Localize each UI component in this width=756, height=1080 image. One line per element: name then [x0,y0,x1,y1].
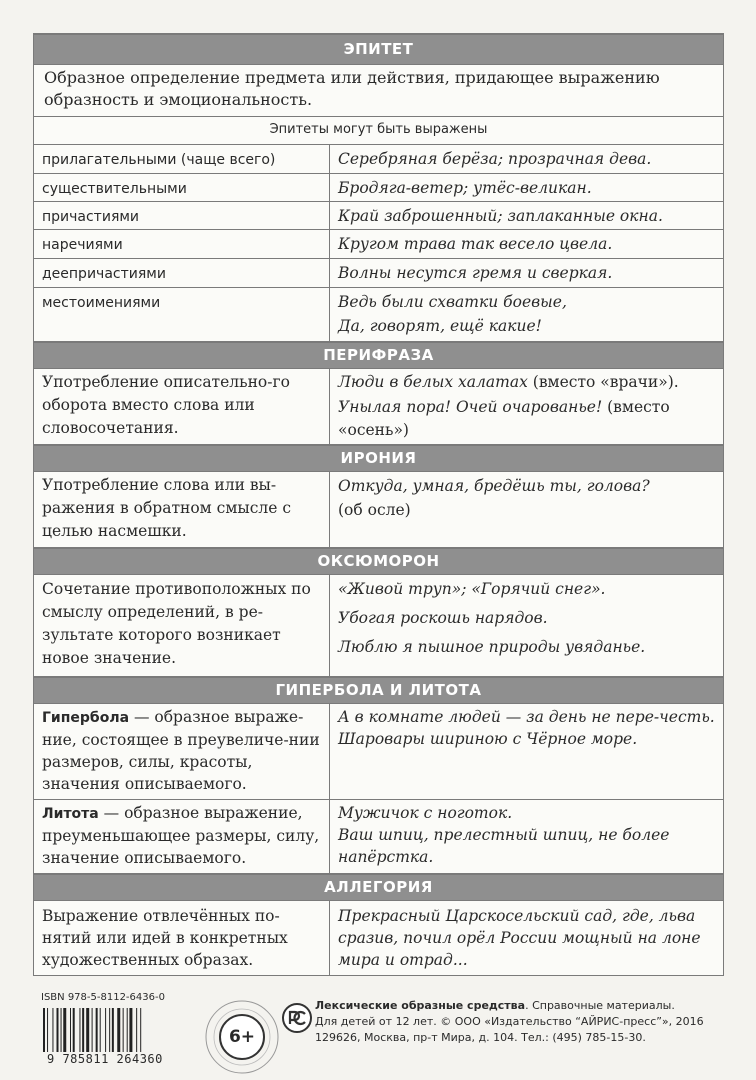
reference-sheet [33,33,724,976]
example-line: Убогая роскошь нарядов. [338,609,548,627]
epithet-type: местоимениями [34,288,330,341]
litotes-term: Литота [42,806,99,822]
epithet-example: Серебряная берёза; прозрачная дева. [338,150,652,168]
oxymoron-definition: Сочетание противоположных по смыслу определений, в ре-зультате которого возникает новое значение. [34,575,330,676]
epithet-type: деепричастиями [34,259,330,287]
table-row [34,472,723,548]
section-header-hyperbole-litotes: ГИПЕРБОЛА И ЛИТОТА [34,677,723,704]
barcode-number: 9 785811 264360 [47,1052,163,1066]
publication-subtitle: . Справочные материалы. [525,999,675,1012]
litotes-description: — образное выражение, преуменьшающее размеры, силу, значение описываемого. [42,804,320,867]
example-line: Ваш шпиц, прелестный шпиц, не более напёрстка. [338,826,670,866]
publisher-line: Для детей от 12 лет. © ООО «Издательство “АЙРИС-пресс”», 2016 [315,1015,704,1028]
allegory-definition: Выражение отвлечённых по-нятий или идей в конкретных художественных образах. [34,901,330,975]
example-line: А в комнате людей — за день не пере-честь. [338,708,715,726]
section-header-epithet: ЭПИТЕТ [34,34,723,65]
litotes-examples [330,800,723,873]
oxymoron-examples [330,575,723,676]
hyperbole-term: Гипербола [42,710,130,726]
epithet-example: Бродяга-ветер; утёс-великан. [338,179,592,197]
epithet-definition: Образное определение предмета или действия, придающее выражению образность и эмоциональность. [34,65,723,117]
example-text: Люди в белых халатах [338,373,528,391]
hyperbole-description: — образное выраже-ние, состоящее в преувеличе-нии размеров, силы, красоты, значения описываемого. [42,708,320,793]
example-line: Мужичок с ноготок. [338,804,513,822]
example-line: Ведь были схватки боевые, [338,293,567,311]
example-text: Откуда, умная, бредёшь ты, голова? [338,477,650,495]
example-text: Унылая пора! Очей очарованье! [338,398,603,416]
table-row [34,901,723,975]
publisher-address: 129626, Москва, пр-т Мира, д. 104. Тел.: (495) 785-15-30. [315,1031,646,1044]
table-row [34,369,723,445]
epithet-type: причастиями [34,202,330,229]
epithet-subheader: Эпитеты могут быть выражены [34,117,723,145]
epithet-type: наречиями [34,230,330,258]
epithet-type: прилагательными (чаще всего) [34,145,330,173]
table-row [34,230,723,259]
hyperbole-definition [34,704,330,799]
periphrasis-examples [330,369,723,444]
periphrasis-definition: Употребление описательно-го оборота вместо слова или словосочетания. [34,369,330,444]
section-header-allegory: АЛЛЕГОРИЯ [34,874,723,901]
age-rating-badge: 6+ [219,1014,265,1060]
epithet-example: Кругом трава так весело цвела. [338,235,613,253]
litotes-definition [34,800,330,873]
isbn: ISBN 978-5-8112-6436-0 [41,992,165,1003]
irony-definition: Употребление слова или вы-ражения в обратном смысле с целью насмешки. [34,472,330,547]
epithet-type: существительными [34,174,330,201]
example-line: Шаровары шириною с Чёрное море. [338,730,638,748]
epithet-example: Волны несутся гремя и сверкая. [338,264,613,282]
example-line: «Живой труп»; «Горячий снег». [338,580,606,598]
epithet-example: Край заброшенный; заплаканные окна. [338,207,663,225]
table-row [34,288,723,342]
table-row [34,704,723,800]
table-row [34,145,723,174]
footer [33,990,722,1070]
publication-title: Лексические образные средства [315,999,526,1012]
certification-mark-icon [281,1002,313,1034]
table-row [34,800,723,874]
hyperbole-examples [330,704,723,799]
publisher-info [315,998,704,1046]
irony-examples [330,472,723,547]
table-row [34,174,723,202]
example-line: Да, говорят, ещё какие! [338,317,542,335]
epithet-example [330,288,723,341]
example-line: Люблю я пышное природы увяданье. [338,638,646,656]
table-row [34,202,723,230]
table-row [34,259,723,288]
section-header-oxymoron: ОКСЮМОРОН [34,548,723,575]
barcode-icon [41,1008,171,1052]
section-header-periphrasis: ПЕРИФРАЗА [34,342,723,369]
section-header-irony: ИРОНИЯ [34,445,723,472]
example-note: (об осле) [338,501,411,519]
table-row [34,575,723,677]
allegory-example: Прекрасный Царскосельский сад, где, льва сразив, почил орёл России мощный на лоне мира и отрад... [338,907,701,969]
example-note: (вместо «осень») [338,398,670,439]
example-note: (вместо «врачи»). [527,373,679,391]
